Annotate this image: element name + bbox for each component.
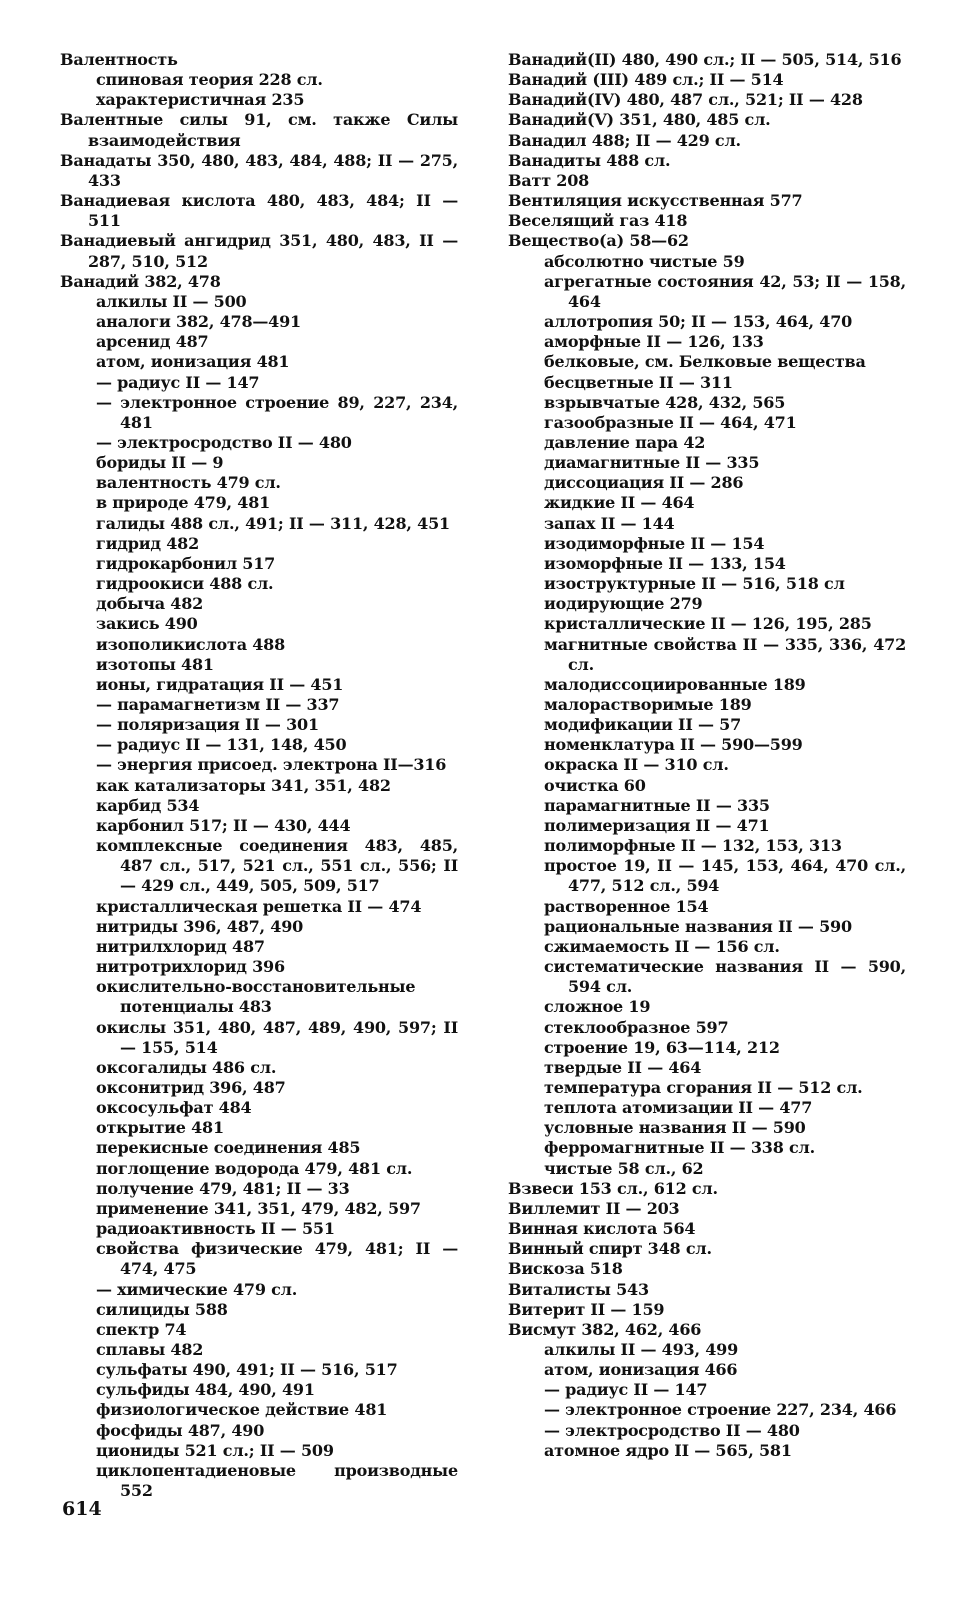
index-entry: Вещество(а) 58—62 [508, 231, 689, 251]
index-subentry: окислы 351, 480, 487, 489, 490, 597; II — 155, 514 [96, 1017, 458, 1057]
index-subentry: — радиус II — 147 [544, 1380, 708, 1400]
index-subentry: абсолютно чистые 59 [544, 251, 745, 271]
index-entry: Вискоза 518 [508, 1259, 623, 1279]
index-subentry: полимеризация II — 471 [544, 815, 770, 835]
index-subentry: систематические названия II — 590, 594 сл. [544, 957, 906, 997]
index-subentry: циониды 521 сл.; II — 509 [96, 1440, 334, 1460]
index-subentry: получение 479, 481; II — 33 [96, 1178, 350, 1198]
index-subentry: атом, ионизация 481 [96, 352, 290, 372]
index-subentry: арсенид 487 [96, 332, 209, 352]
index-subentry: бесцветные II — 311 [544, 372, 733, 392]
index-subentry: валентность 479 сл. [96, 473, 281, 493]
index-subentry: диссоциация II — 286 [544, 473, 744, 493]
index-entry: Ванадий (III) 489 сл.; II — 514 [508, 70, 784, 90]
index-subentry: — электронное строение 89, 227, 234, 481 [96, 392, 458, 432]
index-subentry: нитротрихлорид 396 [96, 957, 285, 977]
index-column-right [508, 50, 906, 1461]
index-subentry: окислительно-восстановительные потенциалы 483 [96, 977, 416, 1017]
index-column-left [60, 50, 458, 1501]
index-subentry: — энергия присоед. электрона II—316 [96, 755, 447, 775]
index-subentry: аморфные II — 126, 133 [544, 332, 764, 352]
index-subentry: перекисные соединения 485 [96, 1138, 361, 1158]
index-subentry: полиморфные II — 132, 153, 313 [544, 836, 842, 856]
index-subentry: модификации II — 57 [544, 715, 742, 735]
index-subentry: диамагнитные II — 335 [544, 453, 760, 473]
index-entry: Ванадий(II) 480, 490 сл.; II — 505, 514, 516 [508, 50, 902, 69]
index-subentry: аналоги 382, 478—491 [96, 312, 301, 332]
index-entry: Ванадий 382, 478 [60, 271, 221, 291]
index-subentry: в природе 479, 481 [96, 493, 271, 513]
index-subentry: окраска II — 310 сл. [544, 755, 729, 775]
index-subentry: изотопы 481 [96, 654, 214, 674]
index-entry: Ванадий(IV) 480, 487 сл., 521; II — 428 [508, 90, 863, 110]
index-subentry: атом, ионизация 466 [544, 1360, 738, 1380]
index-subentry: строение 19, 63—114, 212 [544, 1037, 780, 1057]
index-subentry: циклопентадиеновые производные 552 [96, 1460, 458, 1501]
index-subentry: галиды 488 сл., 491; II — 311, 428, 451 [96, 513, 450, 533]
index-subentry: белковые, см. Белковые вещества [544, 352, 866, 372]
index-subentry: кристаллические II — 126, 195, 285 [544, 614, 872, 634]
index-entry: Винная кислота 564 [508, 1219, 696, 1239]
index-subentry: комплексные соединения 483, 485, 487 сл., 517, 521 сл., 551 сл., 556; II — 429 сл., 449, 505, 509, 517 [96, 836, 458, 896]
index-subentry: бориды II — 9 [96, 453, 224, 473]
index-subentry: жидкие II — 464 [544, 493, 695, 513]
index-entry: Валентные силы 91, см. также Силы взаимодействия [60, 110, 458, 150]
index-subentry: как катализаторы 341, 351, 482 [96, 775, 391, 795]
index-subentry: радиоактивность II — 551 [96, 1219, 335, 1239]
index-entry: Ватт 208 [508, 170, 590, 190]
index-subentry: открытие 481 [96, 1118, 224, 1138]
index-subentry: характеристичная 235 [96, 90, 305, 110]
index-subentry: кристаллическая решетка II — 474 [96, 896, 422, 916]
index-subentry: оксогалиды 486 сл. [96, 1057, 277, 1077]
index-entry: Ванадил 488; II — 429 сл. [508, 130, 741, 150]
index-entry: Висмут 382, 462, 466 [508, 1319, 702, 1339]
index-subentry: сульфиды 484, 490, 491 [96, 1380, 315, 1400]
index-entry: Вентиляция искусственная 577 [508, 191, 803, 211]
index-subentry: — электросродство II — 480 [96, 432, 352, 452]
index-subentry: ионы, гидратация II — 451 [96, 674, 344, 694]
index-subentry: — поляризация II — 301 [96, 715, 319, 735]
index-subentry: карбид 534 [96, 795, 200, 815]
index-subentry: давление пара 42 [544, 432, 706, 452]
index-entry: Валентность [60, 50, 178, 69]
index-subentry: добыча 482 [96, 594, 204, 614]
index-subentry: гидроокиси 488 сл. [96, 574, 274, 594]
index-subentry: стеклообразное 597 [544, 1017, 729, 1037]
index-subentry: — электронное строение 227, 234, 466 [544, 1400, 897, 1420]
index-subentry: растворенное 154 [544, 896, 709, 916]
index-subentry: температура сгорания II — 512 сл. [544, 1077, 863, 1097]
index-subentry: нитрилхлорид 487 [96, 936, 265, 956]
index-subentry: — химические 479 сл. [96, 1279, 298, 1299]
index-entry: Ванадиевая кислота 480, 483, 484; II — 511 [60, 191, 458, 231]
index-subentry: газообразные II — 464, 471 [544, 412, 797, 432]
index-subentry: взрывчатые 428, 432, 565 [544, 392, 786, 412]
index-subentry: сложное 19 [544, 997, 651, 1017]
index-subentry: твердые II — 464 [544, 1057, 702, 1077]
index-subentry: закись 490 [96, 614, 198, 634]
index-entry: Ванадиевый ангидрид 351, 480, 483, II — 287, 510, 512 [60, 231, 458, 271]
index-subentry: сжимаемость II — 156 сл. [544, 936, 780, 956]
index-subentry: фосфиды 487, 490 [96, 1420, 265, 1440]
index-subentry: свойства физические 479, 481; II — 474, 475 [96, 1239, 458, 1279]
index-entry: Виталисты 543 [508, 1279, 649, 1299]
index-subentry: рациональные названия II — 590 [544, 916, 852, 936]
index-subentry: оксосульфат 484 [96, 1098, 252, 1118]
index-subentry: магнитные свойства II — 335, 336, 472 сл. [544, 634, 906, 674]
index-subentry: оксонитрид 396, 487 [96, 1077, 286, 1097]
index-subentry: гидрид 482 [96, 533, 200, 553]
index-entry: Витерит II — 159 [508, 1299, 665, 1319]
index-subentry: номенклатура II — 590—599 [544, 735, 803, 755]
index-subentry: нитриды 396, 487, 490 [96, 916, 304, 936]
index-subentry: малорастворимые 189 [544, 695, 752, 714]
index-subentry: карбонил 517; II — 430, 444 [96, 815, 351, 835]
index-entry: Ванадий(V) 351, 480, 485 сл. [508, 110, 771, 130]
index-subentry: силициды 588 [96, 1299, 228, 1319]
index-subentry: ферромагнитные II — 338 сл. [544, 1138, 815, 1158]
index-entry: Винный спирт 348 сл. [508, 1239, 712, 1259]
index-subentry: аллотропия 50; II — 153, 464, 470 [544, 312, 853, 332]
index-subentry: агрегатные состояния 42, 53; II — 158, 464 [544, 271, 906, 311]
index-subentry: малодиссоциированные 189 [544, 674, 806, 694]
index-subentry: атомное ядро II — 565, 581 [544, 1440, 792, 1460]
index-subentry: алкилы II — 493, 499 [544, 1340, 739, 1359]
index-subentry: спиновая теория 228 сл. [96, 70, 323, 90]
index-subentry: поглощение водорода 479, 481 сл. [96, 1158, 413, 1178]
index-subentry: очистка 60 [544, 775, 646, 795]
index-subentry: — радиус II — 131, 148, 450 [96, 735, 347, 755]
index-entry: Ванадиты 488 сл. [508, 150, 671, 170]
index-subentry: изоморфные II — 133, 154 [544, 553, 786, 573]
index-subentry: — радиус II — 147 [96, 372, 260, 392]
index-subentry: изоструктурные II — 516, 518 сл [544, 574, 845, 594]
index-subentry: — электросродство II — 480 [544, 1420, 800, 1440]
index-entry: Виллемит II — 203 [508, 1198, 680, 1218]
index-subentry: иодирующие 279 [544, 594, 703, 614]
index-subentry: — парамагнетизм II — 337 [96, 695, 340, 714]
index-entry: Веселящий газ 418 [508, 211, 688, 231]
index-subentry: физиологическое действие 481 [96, 1400, 388, 1420]
index-subentry: применение 341, 351, 479, 482, 597 [96, 1198, 421, 1218]
index-subentry: сплавы 482 [96, 1340, 204, 1359]
index-entry: Взвеси 153 сл., 612 сл. [508, 1178, 718, 1198]
index-subentry: изополикислота 488 [96, 634, 286, 654]
index-subentry: гидрокарбонил 517 [96, 553, 276, 573]
page-number: 614 [62, 1498, 102, 1520]
index-subentry: теплота атомизации II — 477 [544, 1098, 813, 1118]
index-subentry: сульфаты 490, 491; II — 516, 517 [96, 1360, 398, 1380]
index-entry: Ванадаты 350, 480, 483, 484, 488; II — 275, 433 [60, 150, 458, 190]
index-subentry: запах II — 144 [544, 513, 675, 533]
index-subentry: простое 19, II — 145, 153, 464, 470 сл., 477, 512 сл., 594 [544, 856, 906, 896]
index-subentry: спектр 74 [96, 1319, 187, 1339]
index-subentry: парамагнитные II — 335 [544, 795, 770, 815]
index-subentry: условные названия II — 590 [544, 1118, 806, 1138]
index-subentry: чистые 58 сл., 62 [544, 1158, 704, 1178]
index-subentry: изодиморфные II — 154 [544, 533, 765, 553]
index-subentry: алкилы II — 500 [96, 291, 247, 311]
